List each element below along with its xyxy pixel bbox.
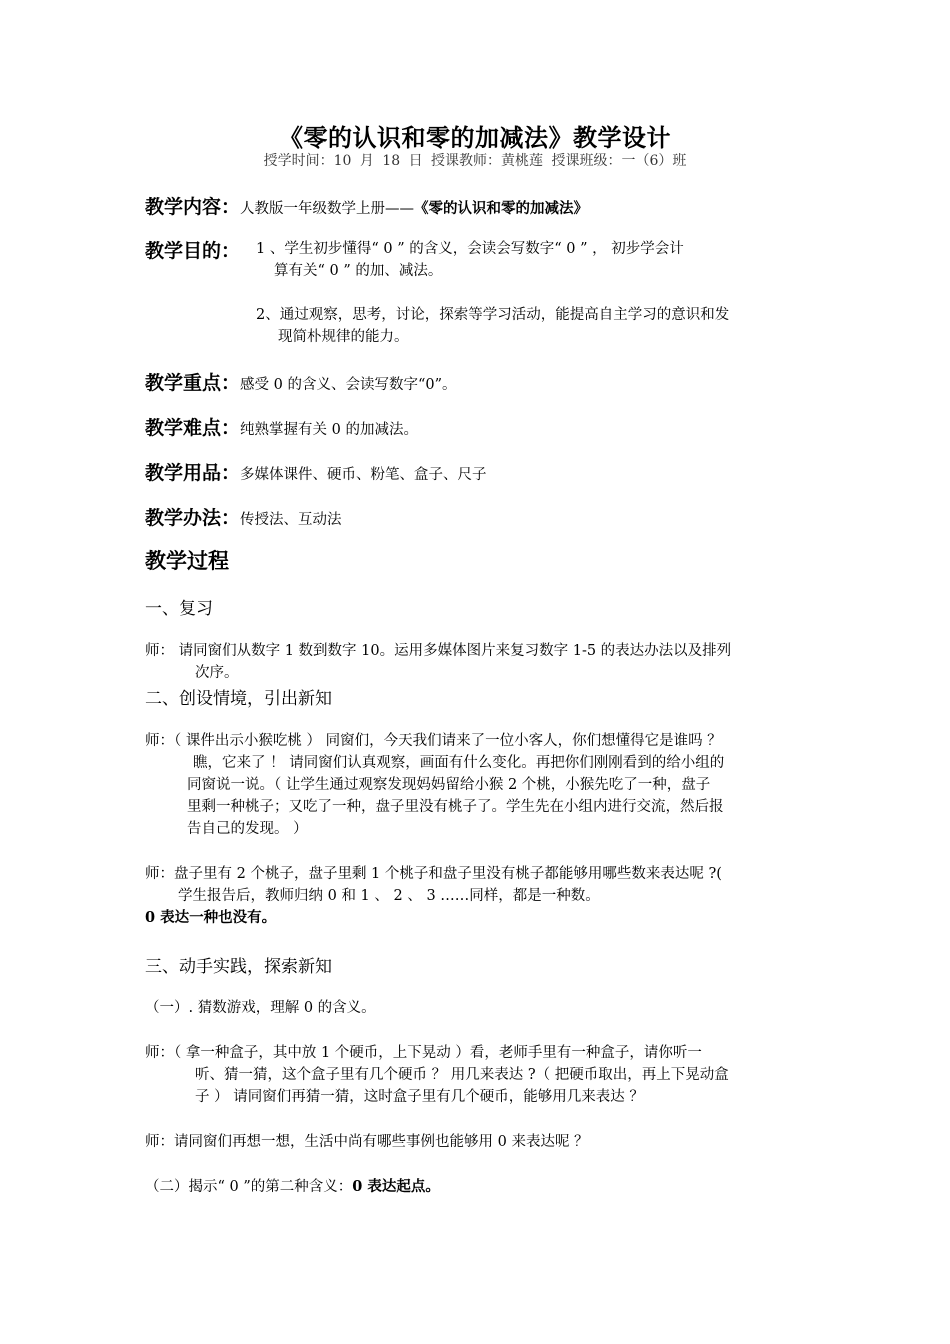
materials-row bbox=[145, 458, 487, 485]
process-heading: 教学过程 bbox=[145, 548, 229, 573]
section-3-sub-2-bold: 0 表达起点。 bbox=[352, 1178, 440, 1195]
section-3-p1-line-3: 子 ） 请同窗们再猜一猜，这时盒子里有几个硬币，能够用几来表达 ？ bbox=[195, 1089, 644, 1105]
section-3-sub-1: （一）. 猜数游戏，理解 0 的含义。 bbox=[145, 1000, 376, 1016]
content-value-prefix: 人教版一年级数学上册—— bbox=[240, 201, 415, 217]
section-2-title: 二、创设情境，引出新知 bbox=[145, 689, 332, 709]
section-2-p1-line-5: 告自己的发现。 ） bbox=[187, 821, 308, 837]
section-1-paragraph bbox=[145, 640, 731, 684]
section-2-paragraph-1 bbox=[145, 730, 724, 840]
section-1-line-2: 次序。 bbox=[195, 665, 239, 681]
content-value-bold: 《零的认识和零的加减法》 bbox=[414, 200, 589, 217]
materials-value: 多媒体课件、硬币、粉笔、盒子、尺子 bbox=[240, 467, 487, 483]
difficulty-value: 纯熟掌握有关 0 的加减法。 bbox=[240, 422, 418, 438]
section-2-bold-statement: 0 表达一种也没有。 bbox=[145, 909, 277, 926]
goal-item-1-line-1: 1 、学生初步懂得“ 0 ” 的含义，会读会写数字“ 0 ” ， 初步学会计 bbox=[256, 241, 684, 257]
method-row bbox=[145, 503, 342, 530]
section-3-sub-2 bbox=[145, 1176, 440, 1198]
section-2-p1-line-1: 师：（ 课件出示小猴吃桃 ） 同窗们，今天我们请来了一位小客人，你们想懂得它是谁吗 ？ bbox=[145, 733, 722, 749]
content-row bbox=[145, 192, 588, 219]
section-2-p1-line-3: 同窗说一说。（ 让学生通过观察发现妈妈留给小猴 2 个桃，小猴先吃了一种，盘子 bbox=[187, 777, 711, 793]
page-title: 《零的认识和零的加减法》教学设计 bbox=[279, 123, 671, 152]
key-point-row bbox=[145, 368, 457, 395]
content-label: 教学内容： bbox=[145, 196, 241, 218]
section-3-title: 三、动手实践，探索新知 bbox=[145, 957, 332, 977]
materials-label: 教学用品： bbox=[145, 462, 241, 484]
goal-row bbox=[145, 236, 240, 263]
section-2-p1-line-4: 里剩一种桃子；又吃了一种，盘子里没有桃子了。学生先在小组内进行交流，然后报 bbox=[187, 799, 724, 815]
section-2-paragraph-2 bbox=[145, 863, 722, 929]
key-point-label: 教学重点： bbox=[145, 372, 241, 394]
section-3-paragraph-1 bbox=[145, 1042, 729, 1108]
difficulty-label: 教学难点： bbox=[145, 417, 241, 439]
goal-item-2 bbox=[256, 304, 729, 348]
key-point-value: 感受 0 的含义、会读写数字“0”。 bbox=[240, 377, 457, 393]
section-1-title: 一、复习 bbox=[145, 599, 213, 619]
goal-item-1 bbox=[256, 238, 684, 282]
lesson-info: 授学时间：10 月 18 日 授课教师：黄桃莲 授课班级：一（6）班 bbox=[263, 153, 687, 169]
goal-item-1-line-2: 算有关“ 0 ” 的加、减法。 bbox=[274, 263, 443, 279]
section-3-p1-line-1: 师：（ 拿一种盒子，其中放 1 个硬币，上下晃动 ）看，老师手里有一种盒子，请你听一 bbox=[145, 1045, 702, 1061]
method-value: 传授法、互动法 bbox=[240, 512, 342, 528]
goal-item-2-line-1: 2、通过观察，思考，讨论，探索等学习活动，能提高自主学习的意识和发 bbox=[256, 307, 730, 323]
section-2-p1-line-2: 瞧，它来了 ！ 请同窗们认真观察，画面有什么变化。再把你们刚刚看到的给小组的 bbox=[193, 755, 725, 771]
difficulty-row bbox=[145, 413, 418, 440]
section-3-paragraph-2: 师：请同窗们再想一想，生活中尚有哪些事例也能够用 0 来表达呢 ？ bbox=[145, 1134, 589, 1150]
section-3-p1-line-2: 听、猜一猜，这个盒子里有几个硬币 ？ 用几来表达 ?（ 把硬币取出，再上下晃动盒 bbox=[195, 1067, 729, 1083]
section-2-p2-line-1: 师：盘子里有 2 个桃子，盘子里剩 1 个桃子和盘子里没有桃子都能够用哪些数来表达呢 ?( bbox=[145, 866, 722, 882]
section-1-line-1: 师： 请同窗们从数字 1 数到数字 10。运用多媒体图片来复习数字 1-5 的表达办法以及排列 bbox=[145, 643, 732, 659]
goal-item-2-line-2: 现简朴规律的能力。 bbox=[278, 329, 409, 345]
goal-label: 教学目的： bbox=[145, 240, 241, 262]
section-3-sub-2-prefix: （二）揭示“ 0 ”的第二种含义： bbox=[145, 1179, 353, 1195]
section-2-p2-line-2: 学生报告后，教师归纳 0 和 1 、 2 、 3 ……同样，都是一种数。 bbox=[178, 888, 600, 904]
method-label: 教学办法： bbox=[145, 507, 241, 529]
